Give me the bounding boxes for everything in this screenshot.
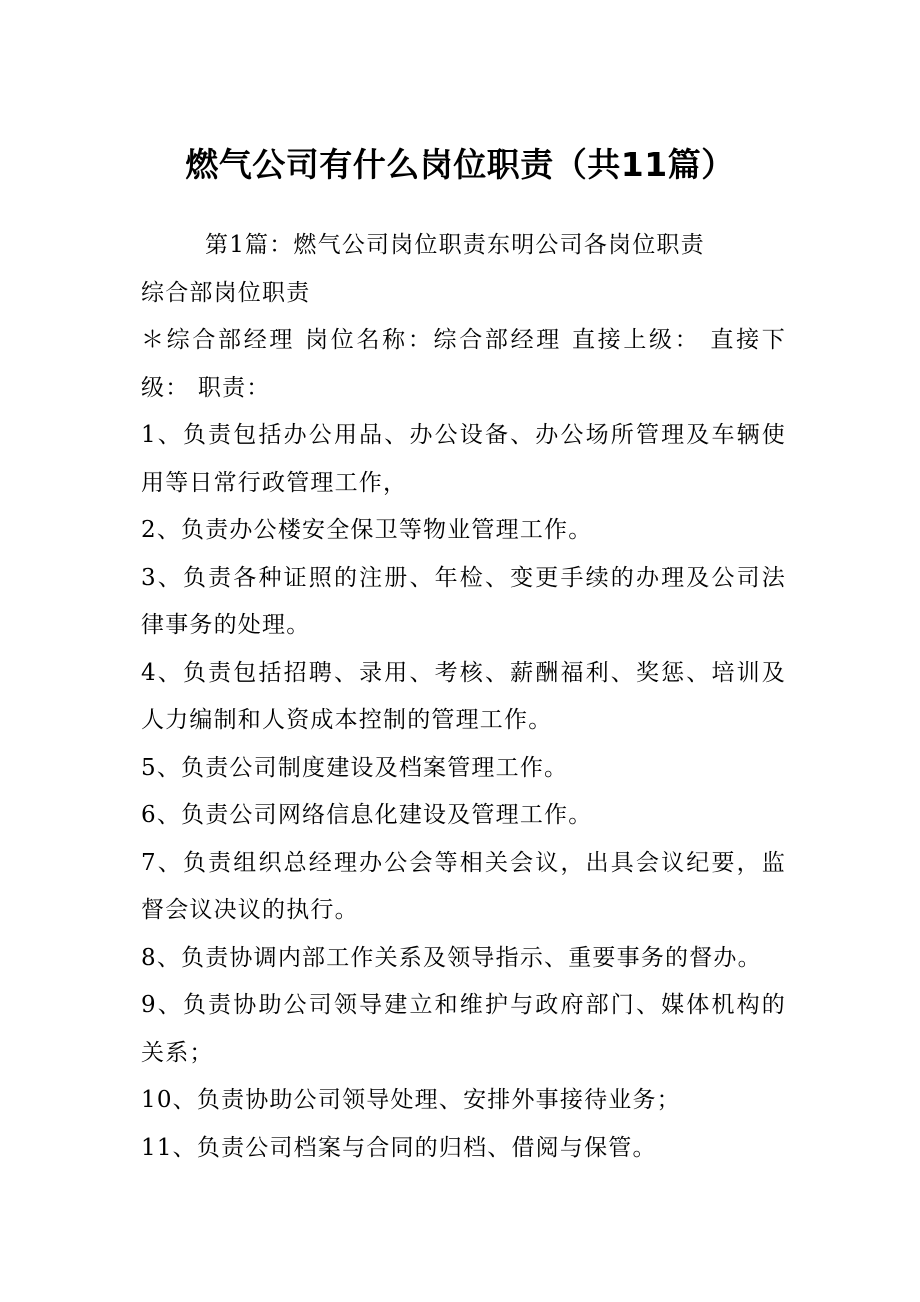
duty-item: 9、负责协助公司领导建立和维护与政府部门、媒体机构的关系；	[141, 992, 786, 1066]
document-title: 燃气公司有什么岗位职责（共11篇）	[185, 145, 735, 184]
duty-item: 7、负责组织总经理办公会等相关会议，出具会议纪要，监督会议决议的执行。	[141, 849, 786, 923]
duty-item: 10、负责协助公司领导处理、安排外事接待业务；	[141, 1087, 681, 1113]
duty-item: 5、负责公司制度建设及档案管理工作。	[141, 754, 569, 781]
duty-item: 8、负责协调内部工作关系及领导指示、重要事务的督办。	[141, 944, 762, 971]
duty-item: 1、负责包括办公用品、办公设备、办公场所管理及车辆使用等日常行政管理工作，	[141, 422, 786, 496]
duty-item: 4、负责包括招聘、录用、考核、薪酬福利、奖惩、培训及人力编制和人资成本控制的管理工作。	[141, 659, 786, 733]
duty-item: 6、负责公司网络信息化建设及管理工作。	[141, 802, 593, 828]
duty-item: 11、负责公司档案与合同的归档、借阅与保管。	[141, 1134, 657, 1161]
duty-item: 3、负责各种证照的注册、年检、变更手续的办理及公司法律事务的处理。	[141, 564, 786, 638]
chapter-heading: 第1篇：燃气公司岗位职责东明公司各岗位职责	[205, 232, 705, 258]
duty-item: 2、负责办公楼安全保卫等物业管理工作。	[141, 517, 593, 543]
section-heading: 综合部岗位职责	[141, 279, 311, 306]
document-body	[141, 222, 786, 1172]
position-line: ＊综合部经理 岗位名称：综合部经理 直接上级： 直接下级： 职责：	[141, 327, 786, 401]
